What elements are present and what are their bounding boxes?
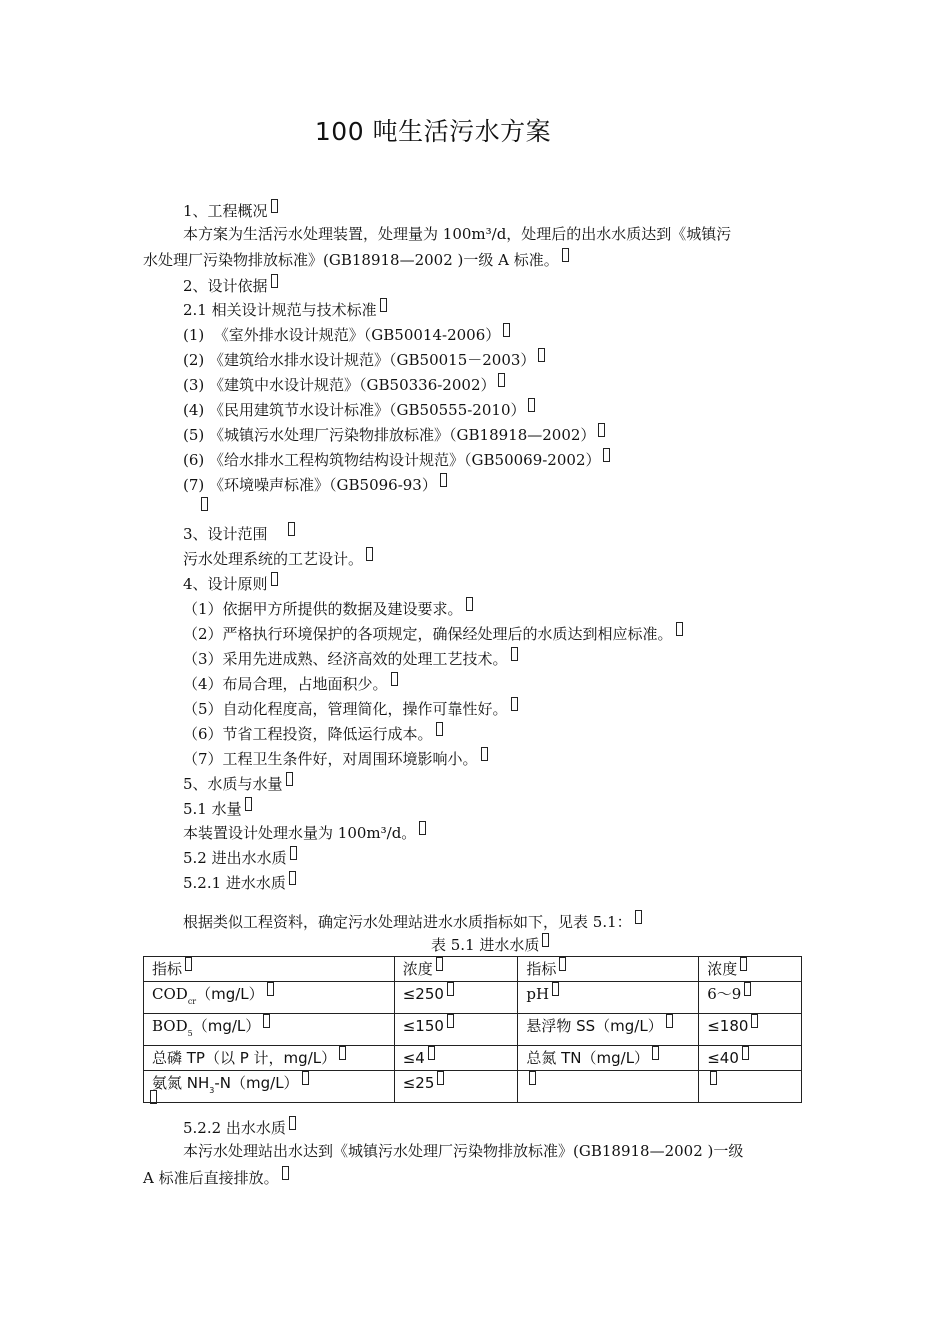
standard-item-text: (7) 《环境噪声标准》（GB5096-93） [183,476,437,494]
cell-text: 6～9 [707,985,742,1003]
paragraph-mark-icon [245,797,252,811]
paragraph-mark-icon [440,473,447,487]
section-5-2-heading-text: 5.2 进出水水质 [183,849,287,867]
paragraph-mark-icon [751,1014,758,1028]
section-5-2-2-heading-text: 5.2.2 出水水质 [183,1119,286,1137]
table-row [144,982,802,1014]
table-header-row [144,957,802,982]
section-5-2-heading [183,846,297,868]
paragraph-mark-icon [466,597,473,611]
table-caption-text: 表 5.1 进水水质 [431,936,540,954]
standard-item-3 [183,373,505,395]
cell-text: BOD [152,1017,188,1035]
section-4-heading [183,572,278,594]
table-cell [518,982,699,1014]
paragraph-mark-icon [542,933,549,947]
standard-item-6 [183,448,610,470]
principle-item-3 [183,647,518,669]
paragraph-mark-icon [267,982,274,996]
table-row [144,1014,802,1046]
standard-item-text: (5) 《城镇污水处理厂污染物排放标准》（GB18918—2002） [183,426,596,444]
standard-item-2 [183,348,545,370]
cell-text: ≤180 [707,1017,749,1035]
cell-text: 氨氮 NH [152,1074,210,1092]
table-cell [144,1071,395,1103]
paragraph-mark-icon [201,497,208,511]
paragraph-mark-icon [380,298,387,312]
standard-item-text: (3) 《建筑中水设计规范》（GB50336-2002） [183,376,496,394]
section-5-1-text [183,821,426,843]
section-5-1-heading [183,797,252,819]
paragraph-mark-icon [282,1166,289,1180]
paragraph-mark-icon [552,982,559,996]
principle-item-text: （2）严格执行环境保护的各项规定，确保经处理后的水质达到相应标准。 [183,625,673,643]
cell-text: 悬浮物 SS（mg/L） [526,1017,663,1035]
standard-item-5 [183,423,605,445]
section-1-para-line2 [143,248,569,270]
section-5-2-2-line2-text: A 标准后直接排放。 [143,1169,279,1187]
paragraph-mark-icon [742,1046,749,1060]
paragraph-mark-icon [447,982,454,996]
section-1-heading-text: 1、工程概况 [183,202,268,220]
standard-item-text: (2) 《建筑给水排水设计规范》（GB50015－2003） [183,351,536,369]
table-caption [431,933,549,955]
standard-item-text: (6) 《给水排水工程构筑物结构设计规范》（GB50069-2002） [183,451,601,469]
cell-text: （mg/L） [196,985,264,1003]
paragraph-mark-icon [286,772,293,786]
table-row [144,1046,802,1071]
table-cell [144,1046,395,1071]
cell-subscript: 3 [209,1086,215,1095]
section-5-2-1-heading [183,871,296,893]
paragraph-mark-icon [428,1046,435,1060]
paragraph-mark-icon [289,1116,296,1130]
cell-text: 总氮 TN（mg/L） [526,1049,650,1067]
paragraph-mark-icon [635,910,642,924]
section-5-1-text-content: 本装置设计处理水量为 100m³/d。 [183,824,417,842]
paragraph-mark-icon [288,522,295,536]
table-cell [394,1071,518,1103]
paragraph-mark-icon [436,722,443,736]
section-3-heading [183,522,295,544]
paragraph-mark-icon [271,274,278,288]
standard-item-text: (1) 《室外排水设计规范》（GB50014-2006） [183,326,501,344]
paragraph-mark-icon [447,1014,454,1028]
section-5-2-1-text-content: 根据类似工程资料，确定污水处理站进水水质指标如下，见表 5.1： [183,913,632,931]
principle-item-text: （7）工程卫生条件好，对周围环境影响小。 [183,750,478,768]
principle-item-7 [183,747,488,769]
principle-item-1 [183,597,473,619]
table-cell [144,982,395,1014]
section-5-2-2-line2 [143,1166,289,1188]
section-5-2-1-heading-text: 5.2.1 进水水质 [183,874,286,892]
paragraph-mark-icon [391,672,398,686]
paragraph-mark-icon [302,1071,309,1085]
section-5-2-2-line1: 本污水处理站出水达到《城镇污水处理厂污染物排放标准》(GB18918—2002 )一级 [183,1142,744,1160]
principle-item-text: （6）节省工程投资，降低运行成本。 [183,725,433,743]
paragraph-mark-icon [436,957,443,971]
paragraph-mark-icon [498,373,505,387]
section-5-1-heading-text: 5.1 水量 [183,800,242,818]
section-2-1-heading [183,298,387,320]
paragraph-mark-icon [419,821,426,835]
paragraph-mark-icon [503,323,510,337]
paragraph-mark-icon [559,957,566,971]
table-cell [394,982,518,1014]
table-cell [518,1046,699,1071]
principle-item-text: （4）布局合理，占地面积少。 [183,675,388,693]
header-text: 浓度 [402,960,433,978]
standard-item-text: (4) 《民用建筑节水设计标准》（GB50555-2010） [183,401,526,419]
section-1-para-line2-text: 水处理厂污染物排放标准》(GB18918—2002 )一级 A 标准。 [143,251,559,269]
paragraph-mark-icon [511,647,518,661]
paragraph-mark-icon [538,348,545,362]
cell-text: pH [526,985,550,1003]
paragraph-mark-icon [185,957,192,971]
paragraph-mark-icon [528,398,535,412]
principle-item-text: （3）采用先进成熟、经济高效的处理工艺技术。 [183,650,508,668]
paragraph-mark-icon [740,957,747,971]
cell-text: ≤150 [402,1017,444,1035]
table-cell [144,1014,395,1046]
paragraph-mark-icon [271,199,278,213]
section-5-heading-text: 5、水质与水量 [183,775,283,793]
paragraph-mark-icon [263,1014,270,1028]
table-header-cell [394,957,518,982]
table-header-cell [699,957,802,982]
table-header-cell [518,957,699,982]
cell-text: ≤25 [402,1074,435,1092]
section-5-2-1-text [183,910,642,932]
page-title: 100 吨生活污水方案 [314,117,552,146]
paragraph-mark-icon [366,547,373,561]
cell-text: ≤40 [707,1049,739,1067]
standard-item-4 [183,398,535,420]
paragraph-mark-icon [529,1071,536,1085]
water-quality-table [143,956,802,1103]
cell-text: ≤250 [402,985,444,1003]
paragraph-mark-icon [710,1071,717,1085]
paragraph-mark-icon [290,846,297,860]
paragraph-mark-icon [666,1014,673,1028]
paragraph-mark-icon [676,622,683,636]
section-3-text-content: 污水处理系统的工艺设计。 [183,550,364,568]
table-cell-empty [518,1071,699,1103]
cell-subscript: cr [187,997,197,1006]
paragraph-mark-icon [562,248,569,262]
standard-item-7 [183,473,447,495]
section-2-1-heading-text: 2.1 相关设计规范与技术标准 [183,301,377,319]
paragraph-mark-icon [271,572,278,586]
principle-item-6 [183,722,443,744]
paragraph-mark-icon [744,982,751,996]
section-5-heading [183,772,293,794]
section-3-heading-text: 3、设计范围 [183,525,268,543]
table-cell [699,1046,802,1071]
table-cell [699,1014,802,1046]
paragraph-mark-icon [652,1046,659,1060]
cell-text: -N（mg/L） [214,1074,299,1092]
table-cell [394,1046,518,1071]
paragraph-mark-icon [289,871,296,885]
table-cell [518,1014,699,1046]
section-1-para-line1: 本方案为生活污水处理装置，处理量为 100m³/d，处理后的出水水质达到《城镇污 [183,225,732,243]
paragraph-mark-icon [511,697,518,711]
principle-item-5 [183,697,518,719]
paragraph-mark-icon [603,448,610,462]
table-row [144,1071,802,1103]
paragraph-mark-icon [481,747,488,761]
section-2-heading-text: 2、设计依据 [183,277,268,295]
cell-text: ≤4 [402,1049,425,1067]
principle-item-text: （1）依据甲方所提供的数据及建设要求。 [183,600,463,618]
standard-item-1 [183,323,510,345]
section-5-2-2-heading [183,1116,296,1138]
table-header-cell [144,957,395,982]
table-cell [699,982,802,1014]
section-4-heading-text: 4、设计原则 [183,575,268,593]
header-text: 指标 [152,960,183,978]
header-text: 指标 [526,960,557,978]
section-2-heading [183,274,278,296]
principle-item-2 [183,622,683,644]
table-cell [394,1014,518,1046]
section-1-heading [183,199,278,221]
paragraph-mark-icon [598,423,605,437]
cell-subscript: 5 [187,1029,193,1038]
table-cell-empty [699,1071,802,1103]
header-text: 浓度 [707,960,738,978]
principle-item-text: （5）自动化程度高，管理简化，操作可靠性好。 [183,700,508,718]
cell-text: （mg/L） [192,1017,261,1035]
cell-text: 总磷 TP（以 P 计，mg/L） [152,1049,337,1067]
cell-text: COD [152,985,188,1003]
paragraph-mark-icon [437,1071,444,1085]
section-3-text [183,547,373,569]
paragraph-mark-icon [339,1046,346,1060]
principle-item-4 [183,672,398,694]
paragraph-mark-icon [150,1090,157,1104]
